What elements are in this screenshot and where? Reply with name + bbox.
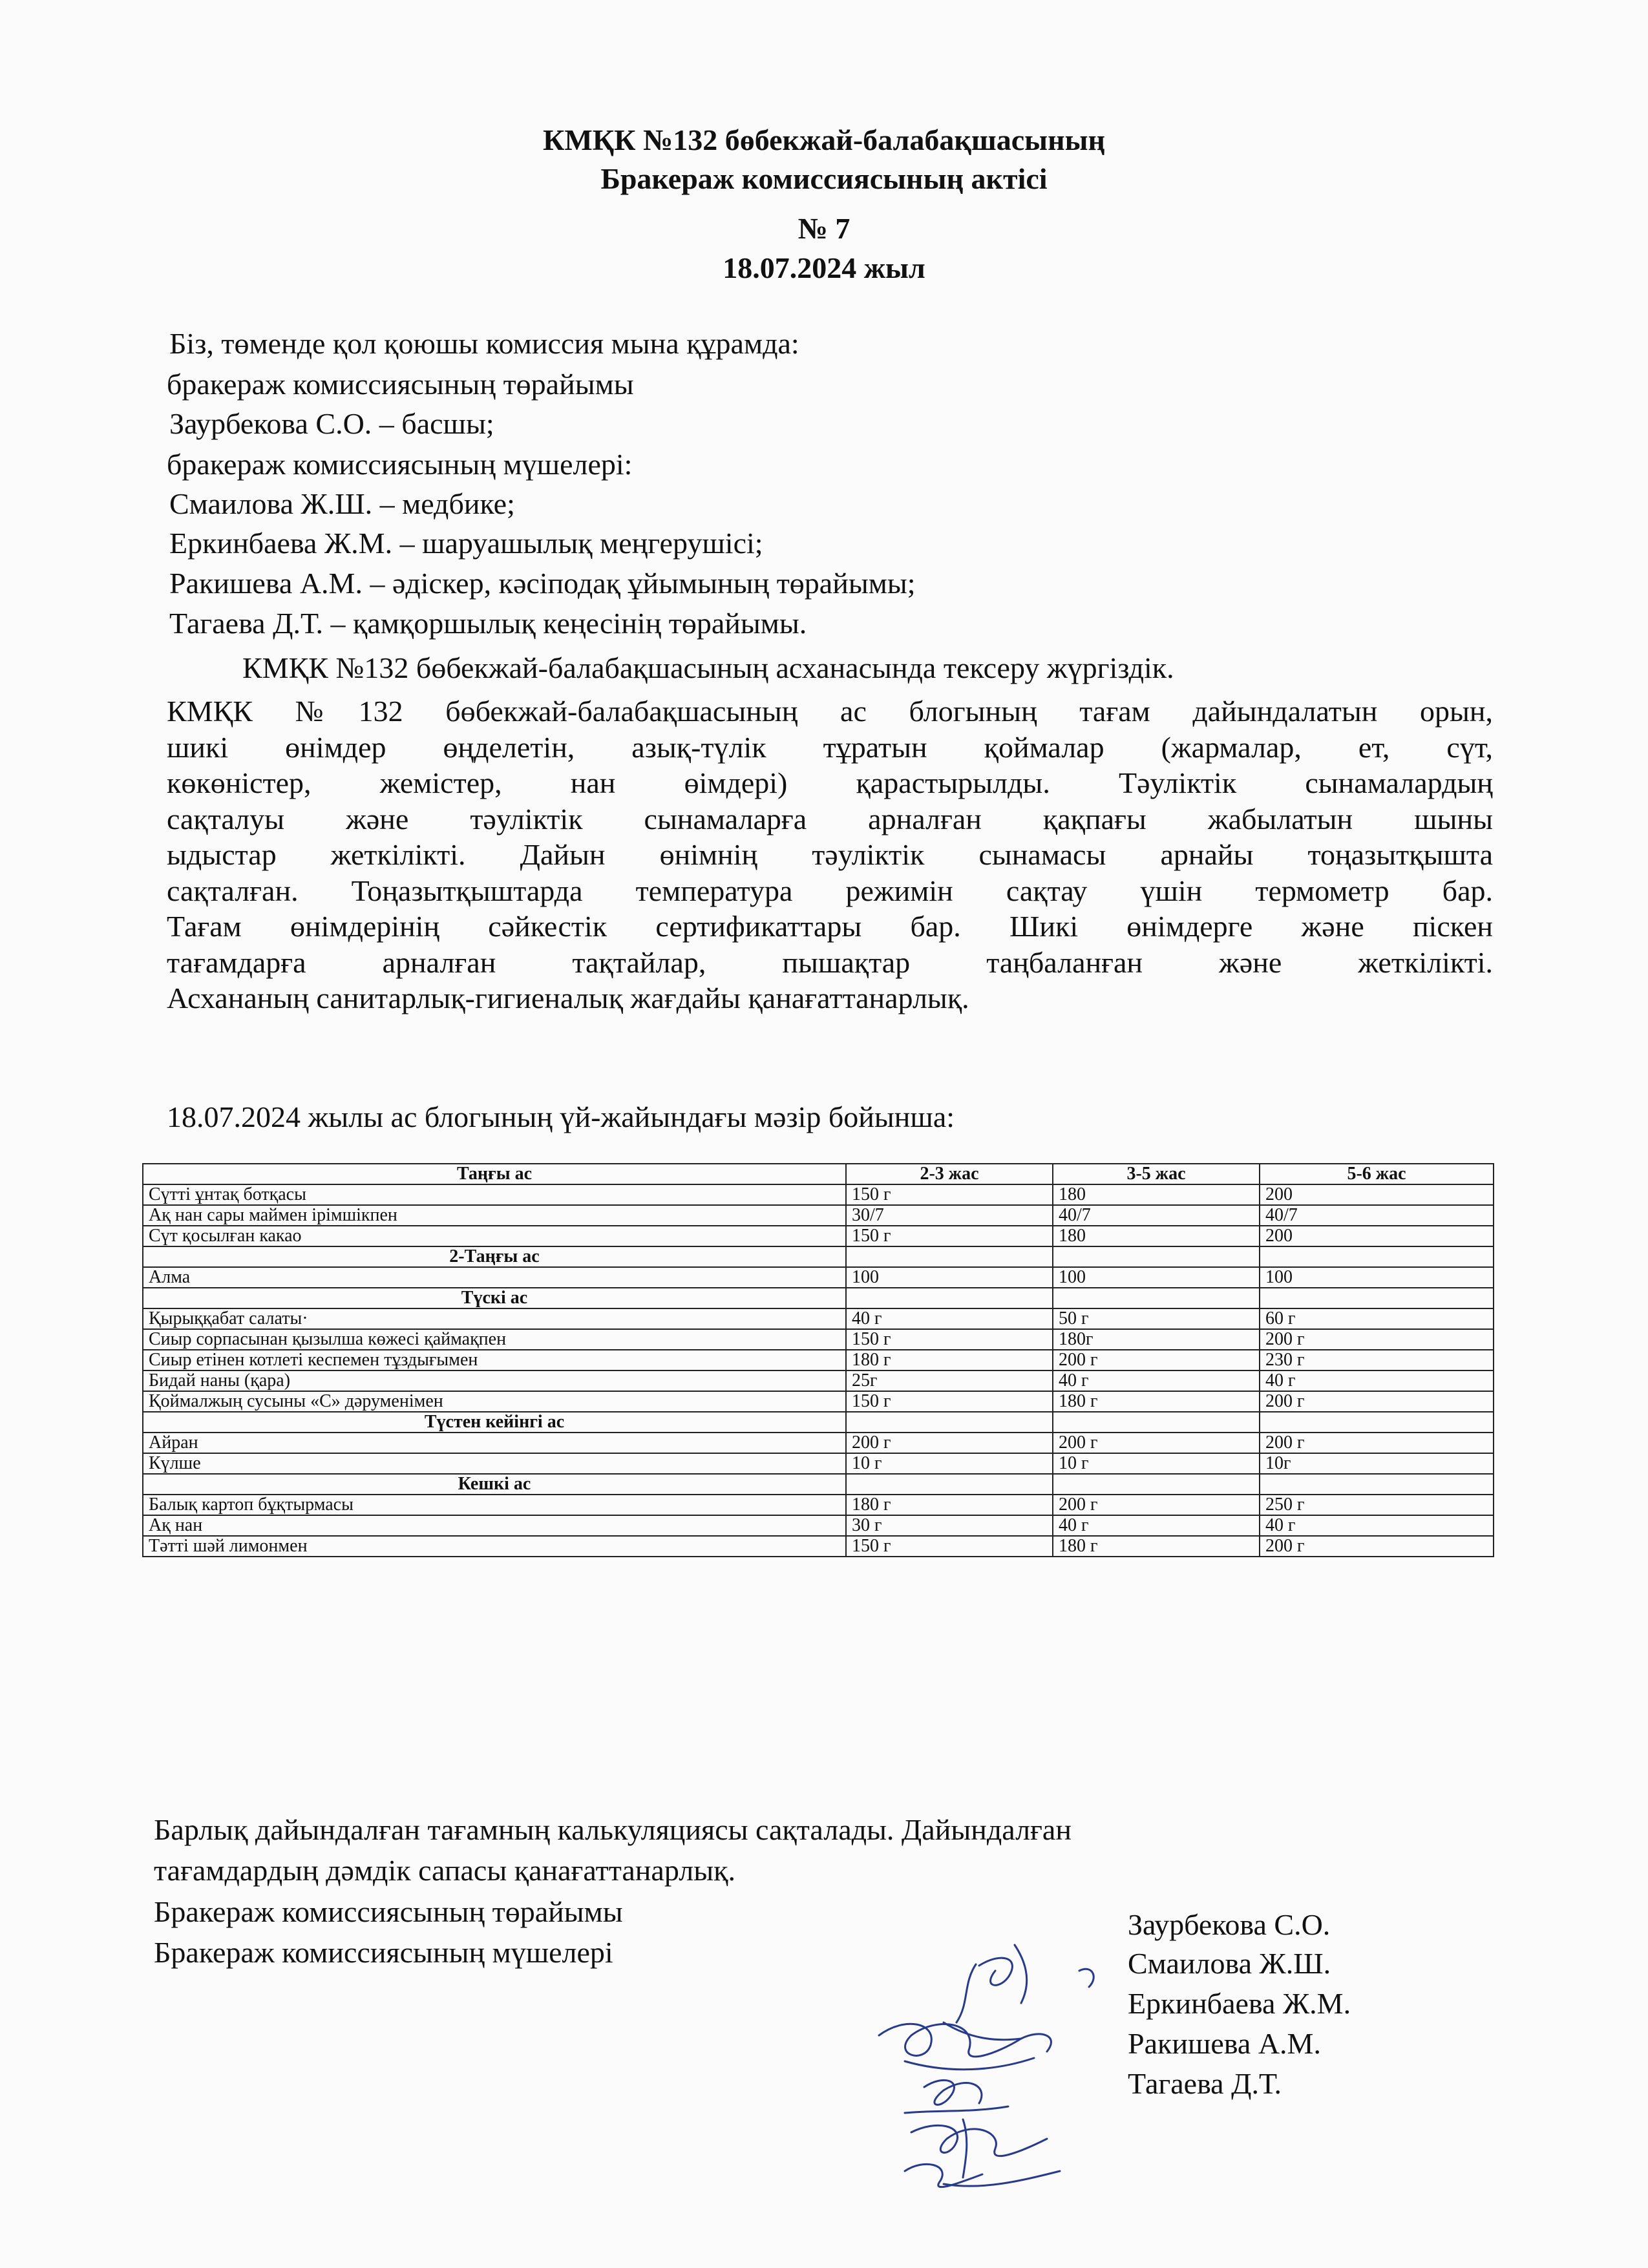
inspection-line: КМҚК №132 бөбекжай-балабақшасының асханасында тексеру жүргіздік. <box>242 651 1174 684</box>
dish-name: Ақ нан <box>143 1515 846 1536</box>
portion-cell: 40/7 <box>1260 1205 1494 1226</box>
menu-empty-cell <box>1053 1412 1260 1433</box>
portion-cell: 50 г <box>1053 1308 1260 1329</box>
menu-row <box>143 1184 1494 1205</box>
menu-intro: 18.07.2024 жылы ас блогының үй-жайындағы мәзір бойынша: <box>167 1100 955 1133</box>
portion-cell: 200 г <box>1260 1433 1494 1453</box>
act-number: № 7 <box>798 212 850 245</box>
menu-section-title: Түстен кейінгі ас <box>143 1412 846 1433</box>
body-line: тағамдарға арналған тақтайлар, пышақтар таңбаланған және жеткілікті. <box>167 945 1493 979</box>
menu-empty-cell <box>1053 1246 1260 1267</box>
dish-name: Қоймалжың сусыны «С» дәруменімен <box>143 1391 846 1412</box>
portion-cell: 100 <box>1053 1267 1260 1288</box>
menu-empty-cell <box>1053 1288 1260 1308</box>
signatory-name: Заурбекова С.О. <box>1128 1908 1331 1941</box>
menu-row <box>143 1226 1494 1246</box>
portion-cell: 150 г <box>846 1536 1053 1557</box>
signatory-name: Еркинбаева Ж.М. <box>1128 1987 1351 2020</box>
portion-cell: 180 <box>1053 1226 1260 1246</box>
intro-line: Смаилова Ж.Ш. – медбике; <box>169 487 515 520</box>
menu-row <box>143 1536 1494 1557</box>
menu-header-cell: 2-3 жас <box>846 1164 1053 1184</box>
portion-cell: 200 г <box>846 1433 1053 1453</box>
menu-row <box>143 1205 1494 1226</box>
portion-cell: 180 г <box>1053 1536 1260 1557</box>
menu-section-title: Түскі ас <box>143 1288 846 1308</box>
dish-name: Тәтті шәй лимонмен <box>143 1536 846 1557</box>
body-line: КМҚК №132 бөбекжай-балабақшасының ас блогының тағам дайындалатын орын, <box>167 695 1493 728</box>
menu-row <box>143 1329 1494 1350</box>
portion-cell: 10 г <box>846 1453 1053 1474</box>
menu-section-title: 2-Таңғы ас <box>143 1246 846 1267</box>
intro-line: Біз, төменде қол қоюшы комиссия мына құрамда: <box>169 327 799 360</box>
portion-cell: 40 г <box>1053 1370 1260 1391</box>
portion-cell: 180 <box>1053 1184 1260 1205</box>
act-title: Бракераж комиссиясының актісі <box>600 162 1048 195</box>
menu-row <box>143 1370 1494 1391</box>
menu-row <box>143 1391 1494 1412</box>
dish-name: Алма <box>143 1267 846 1288</box>
closing-line: тағамдардың дәмдік сапасы қанағаттанарлық. <box>154 1854 735 1887</box>
body-line: сақталуы және тәуліктік сынамаларға арналған қақпағы жабылатын шыны <box>167 802 1493 835</box>
portion-cell: 30/7 <box>846 1205 1053 1226</box>
menu-section-row <box>143 1246 1494 1267</box>
body-line: шикі өнімдер өңделетін, азық-түлік тұратын қоймалар (жармалар, ет, сүт, <box>167 730 1493 764</box>
intro-line: Ракишева А.М. – әдіскер, кәсіподақ ұйымының төрайымы; <box>169 567 916 600</box>
menu-empty-cell <box>1053 1474 1260 1495</box>
menu-row <box>143 1308 1494 1329</box>
menu-empty-cell <box>1260 1246 1494 1267</box>
menu-empty-cell <box>846 1412 1053 1433</box>
menu-row <box>143 1453 1494 1474</box>
portion-cell: 200 г <box>1053 1495 1260 1515</box>
menu-table <box>142 1163 1494 1557</box>
intro-line: Заурбекова С.О. – басшы; <box>169 407 494 440</box>
dish-name: Сиыр етінен котлеті кеспемен тұздығымен <box>143 1350 846 1370</box>
portion-cell: 150 г <box>846 1226 1053 1246</box>
body-line: Асхананың санитарлық-гигиеналық жағдайы қанағаттанарлық. <box>167 982 969 1014</box>
body-line: ыдыстар жеткілікті. Дайын өнімнің тәуліктік сынамасы арнайы тоңазытқышта <box>167 838 1493 871</box>
menu-empty-cell <box>846 1474 1053 1495</box>
portion-cell: 10г <box>1260 1453 1494 1474</box>
menu-row <box>143 1350 1494 1370</box>
menu-section-row <box>143 1412 1494 1433</box>
body-line: Тағам өнімдерінің сәйкестік сертификаттары бар. Шикі өнімдерге және піскен <box>167 910 1493 943</box>
portion-cell: 150 г <box>846 1329 1053 1350</box>
menu-empty-cell <box>846 1288 1053 1308</box>
portion-cell: 60 г <box>1260 1308 1494 1329</box>
act-date: 18.07.2024 жыл <box>723 251 925 284</box>
portion-cell: 40 г <box>1260 1370 1494 1391</box>
dish-name: Сүт қосылған какао <box>143 1226 846 1246</box>
menu-header-cell: 3-5 жас <box>1053 1164 1260 1184</box>
portion-cell: 100 <box>846 1267 1053 1288</box>
portion-cell: 200 г <box>1260 1391 1494 1412</box>
portion-cell: 10 г <box>1053 1453 1260 1474</box>
org-title: КМҚК №132 бөбекжай-балабақшасының <box>542 123 1105 156</box>
intro-line: бракераж комиссиясының төрайымы <box>167 368 634 401</box>
menu-table-body <box>143 1184 1494 1557</box>
intro-line: бракераж комиссиясының мүшелері: <box>167 448 633 481</box>
portion-cell: 200 <box>1260 1226 1494 1246</box>
signatory-name: Тагаева Д.Т. <box>1128 2067 1282 2100</box>
menu-empty-cell <box>1260 1412 1494 1433</box>
portion-cell: 200 г <box>1260 1329 1494 1350</box>
portion-cell: 150 г <box>846 1391 1053 1412</box>
portion-cell: 30 г <box>846 1515 1053 1536</box>
portion-cell: 40/7 <box>1053 1205 1260 1226</box>
portion-cell: 180 г <box>1053 1391 1260 1412</box>
dish-name: Сүтті ұнтақ ботқасы <box>143 1184 846 1205</box>
menu-row <box>143 1495 1494 1515</box>
intro-line: Еркинбаева Ж.М. – шаруашылық меңгерушісі; <box>169 527 763 560</box>
dish-name: Айран <box>143 1433 846 1453</box>
portion-cell: 200 г <box>1053 1433 1260 1453</box>
menu-empty-cell <box>1260 1474 1494 1495</box>
dish-name: Күлше <box>143 1453 846 1474</box>
portion-cell: 230 г <box>1260 1350 1494 1370</box>
portion-cell: 100 <box>1260 1267 1494 1288</box>
body-paragraph <box>167 693 1493 1016</box>
dish-name: Қырыққабат салаты· <box>143 1308 846 1329</box>
body-line: көкөністер, жемістер, нан өімдері) қарастырылды. Тәуліктік сынамалардың <box>167 766 1493 799</box>
dish-name: Сиыр сорпасынан қызылша көжесі қаймақпен <box>143 1329 846 1350</box>
portion-cell: 150 г <box>846 1184 1053 1205</box>
menu-empty-cell <box>846 1246 1053 1267</box>
closing-line: Барлық дайындалған тағамның калькуляциясы сақталады. Дайындалған <box>154 1813 1072 1846</box>
signatory-name: Ракишева А.М. <box>1128 2027 1321 2060</box>
menu-row <box>143 1433 1494 1453</box>
menu-row <box>143 1515 1494 1536</box>
intro-line: Тагаева Д.Т. – қамқоршылық кеңесінің төрайымы. <box>169 607 807 640</box>
portion-cell: 40 г <box>1053 1515 1260 1536</box>
signatory-name: Смаилова Ж.Ш. <box>1128 1947 1331 1980</box>
members-label: Бракераж комиссиясының мүшелері <box>154 1936 613 1969</box>
chair-label: Бракераж комиссиясының төрайымы <box>154 1895 623 1928</box>
menu-empty-cell <box>1260 1288 1494 1308</box>
portion-cell: 200 г <box>1260 1536 1494 1557</box>
menu-header-cell: 5-6 жас <box>1260 1164 1494 1184</box>
menu-section-title: Кешкі ас <box>143 1474 846 1495</box>
menu-header-row <box>143 1164 1494 1184</box>
menu-section-row <box>143 1288 1494 1308</box>
dish-name: Ақ нан сары маймен ірімшікпен <box>143 1205 846 1226</box>
handwritten-signatures <box>866 1926 1163 2197</box>
portion-cell: 180 г <box>846 1495 1053 1515</box>
menu-row <box>143 1267 1494 1288</box>
portion-cell: 40 г <box>1260 1515 1494 1536</box>
portion-cell: 180 г <box>846 1350 1053 1370</box>
body-line: сақталған. Тоңазытқыштарда температура режимін сақтау үшін термометр бар. <box>167 874 1493 907</box>
menu-section-row <box>143 1474 1494 1495</box>
portion-cell: 200 <box>1260 1184 1494 1205</box>
dish-name: Балық картоп бұқтырмасы <box>143 1495 846 1515</box>
portion-cell: 25г <box>846 1370 1053 1391</box>
dish-name: Бидай наны (қара) <box>143 1370 846 1391</box>
portion-cell: 40 г <box>846 1308 1053 1329</box>
portion-cell: 180г <box>1053 1329 1260 1350</box>
portion-cell: 250 г <box>1260 1495 1494 1515</box>
menu-header-cell: Таңғы ас <box>143 1164 846 1184</box>
portion-cell: 200 г <box>1053 1350 1260 1370</box>
